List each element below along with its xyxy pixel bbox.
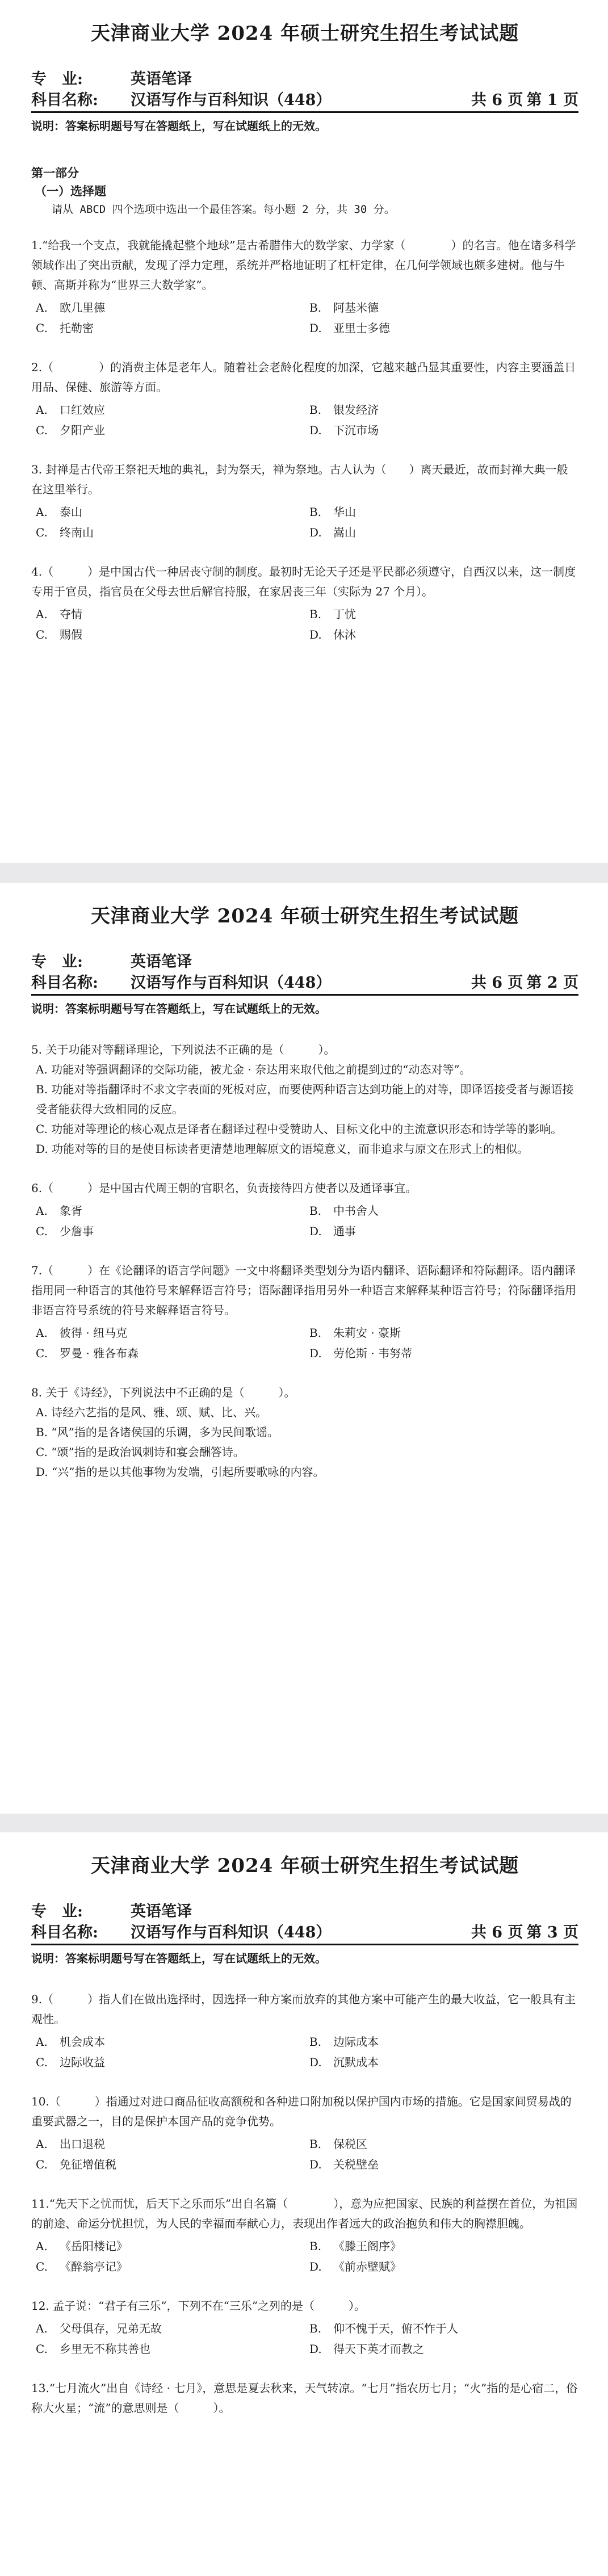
option: B. “风”指的是各诸侯国的乐调，多为民间歌谣。 (36, 1425, 279, 1439)
option (31, 400, 305, 420)
option (31, 2256, 305, 2277)
option-letter: D. (309, 1346, 322, 1360)
option (305, 400, 578, 420)
option (305, 2339, 578, 2359)
question (31, 2194, 578, 2277)
option-letter: A. (36, 301, 48, 314)
total-pages: 共 6 页 (471, 1924, 523, 1941)
option-letter: B. (309, 301, 322, 314)
option (31, 1221, 305, 1241)
option-list (31, 297, 578, 338)
option (31, 2318, 305, 2339)
option (31, 2032, 305, 2052)
option (305, 318, 578, 338)
question (31, 236, 578, 338)
option (305, 1221, 578, 1241)
question-stem: 1.“给我一个支点，我就能撬起整个地球”是古希腊伟大的数学家、力学家（ ）的名言。他在诸多科学领域作出了突出贡献，发现了浮力定理，系统并严格地证明了杠杆定律，在几何学领域也颇多建树。他与牛顿、高斯并称为“世界三大数学家”。 (31, 238, 576, 292)
option-text: 罗曼 · 雅各布森 (60, 1346, 139, 1360)
exam-page-1 (0, 0, 608, 863)
option (31, 502, 305, 522)
option-text: 乡里无不称其善也 (60, 2342, 150, 2356)
option-letter: A. (36, 403, 48, 417)
option-letter: C. (36, 2158, 48, 2171)
option: D. 功能对等的目的是使目标读者更清楚地理解原文的语境意义，而非追求与原文在形式上的相似。 (36, 1142, 529, 1156)
option-text: 沉默成本 (333, 2055, 379, 2069)
option-text: 《醉翁亭记》 (60, 2260, 128, 2273)
option-list (31, 400, 578, 440)
option (305, 2318, 578, 2339)
option-letter: A. (36, 2035, 48, 2049)
option (31, 2052, 305, 2072)
option (305, 297, 578, 318)
option-letter: C. (36, 2055, 48, 2069)
option-list (31, 2236, 578, 2277)
major-label: 专 业: (31, 953, 83, 971)
option-text: 通事 (333, 1224, 356, 1238)
option-text: 《岳阳楼记》 (60, 2239, 128, 2253)
question-stem: 2.（ ）的消费主体是老年人。随着社会老龄化程度的加深，它越来越凸显其重要性，内容主要涵盖日用品、保健、旅游等方面。 (31, 360, 576, 394)
question (31, 2378, 578, 2418)
option-text: 《前赤壁赋》 (333, 2260, 401, 2273)
option-text: 朱莉安 · 豪斯 (333, 1326, 401, 1340)
option (31, 1323, 305, 1343)
option-letter: A. (36, 2137, 48, 2151)
subject-row (31, 1922, 578, 1945)
major-row (31, 952, 578, 972)
exam-title: 天津商业大学 2024 年硕士研究生招生考试试题 (90, 22, 519, 45)
major-row (31, 69, 578, 90)
option (305, 1323, 578, 1343)
option (305, 1343, 578, 1363)
option-letter: B. (309, 403, 322, 417)
option-letter: A. (36, 1204, 48, 1218)
section-title: （一）选择题 (35, 184, 106, 198)
subject-value: 汉语写作与百科知识（448） (131, 91, 332, 109)
option-text: 保税区 (333, 2137, 367, 2151)
option-letter: B. (309, 1204, 322, 1218)
option-list (31, 502, 578, 543)
option (31, 1201, 305, 1221)
question-stem: 6.（ ）是中国古代周王朝的官职名，负责接待四方使者以及通译事宜。 (31, 1181, 417, 1195)
option-text: 《滕王阁序》 (333, 2239, 401, 2253)
option-letter: A. (36, 2239, 48, 2253)
major-row (31, 1902, 578, 1922)
exam-title: 天津商业大学 2024 年硕士研究生招生考试试题 (90, 905, 519, 928)
question (31, 1261, 578, 1363)
option-letter: A. (36, 607, 48, 621)
question-stem: 13.“七月流火”出自《诗经 · 七月》，意思是夏去秋来，天气转凉。“七月”指农历七月；“火”指的是心宿二，俗称大火星；“流”的意思则是（ ）。 (31, 2381, 578, 2415)
option (31, 2339, 305, 2359)
subject-label: 科目名称: (31, 91, 98, 109)
answer-note: 说明：答案标明题号写在答题纸上，写在试题纸上的无效。 (31, 119, 326, 133)
exam-page-2 (0, 883, 608, 1814)
question-stem: 10.（ ）指通过对进口商品征收高额税和各种进口附加税以保护国内市场的措施。它是国家间贸易战的重要武器之一，目的是保护本国产品的竞争优势。 (31, 2095, 572, 2128)
option-text: 阿基米德 (333, 301, 379, 314)
question-stem: 7.（ ）在《论翻译的语言学问题》一文中将翻译类型划分为语内翻译、语际翻译和符际翻译。语内翻译指用同一种语言的其他符号来解释语言符号；语际翻译指用另外一种语言来解释某种语言符号；符际翻译指用非语言符号系统的符号来解释语言符号。 (31, 1264, 576, 1317)
page-number: 第 3 页 (526, 1924, 578, 1941)
option (305, 604, 578, 624)
question-stem: 12. 孟子说：“君子有三乐”，下列不在“三乐”之列的是（ ）。 (31, 2299, 366, 2313)
option-text: 银发经济 (333, 403, 379, 417)
option-text: 关税壁垒 (333, 2158, 379, 2171)
question-stem: 4.（ ）是中国古代一种居丧守制的制度。最初时无论天子还是平民都必须遵守，自西汉以来，这一制度专用于官员，指官员在父母去世后解官持服，在家居丧三年（实际为 27 个月）。 (31, 565, 576, 598)
option-text: 泰山 (60, 505, 82, 519)
option-list (31, 2134, 578, 2175)
option-letter: D. (309, 2158, 322, 2171)
option (305, 624, 578, 645)
option (305, 2134, 578, 2154)
option-text: 劳伦斯 · 韦努蒂 (333, 1346, 413, 1360)
option-text: 少詹事 (60, 1224, 94, 1238)
question-stem: 8. 关于《诗经》，下列说法中不正确的是（ ）。 (31, 1386, 296, 1399)
option-text: 仰不愧于天，俯不怍于人 (333, 2322, 458, 2335)
option (305, 420, 578, 440)
answer-note: 说明：答案标明题号写在答题纸上，写在试题纸上的无效。 (31, 1952, 326, 1965)
option-text: 边际成本 (333, 2035, 379, 2049)
option-letter: A. (36, 2322, 48, 2335)
exam-title: 天津商业大学 2024 年硕士研究生招生考试试题 (90, 1855, 519, 1877)
major-label: 专 业: (31, 1903, 83, 1920)
option: A. 诗经六艺指的是风、雅、颂、赋、比、兴。 (36, 1406, 267, 1419)
subject-row (31, 90, 578, 113)
page-number: 第 2 页 (526, 974, 578, 992)
option (31, 297, 305, 318)
option-text: 中书舍人 (333, 1204, 379, 1218)
major-value: 英语笔译 (131, 1903, 192, 1920)
option-list (31, 604, 578, 645)
option-letter: D. (309, 321, 322, 335)
question (31, 562, 578, 645)
option-letter: D. (309, 2342, 322, 2356)
option-text: 出口退税 (60, 2137, 105, 2151)
option-letter: C. (36, 2260, 48, 2273)
question (31, 2296, 578, 2359)
option (305, 2052, 578, 2072)
exam-page-3 (0, 1832, 608, 2576)
option-text: 夕阳产业 (60, 423, 105, 437)
option (31, 2134, 305, 2154)
option-text: 机会成本 (60, 2035, 105, 2049)
option-letter: D. (309, 423, 322, 437)
question-stem: 3. 封禅是古代帝王祭祀天地的典礼，封为祭天，禅为祭地。古人认为（ ）离天最近，故而封禅大典一般在这里举行。 (31, 463, 568, 496)
option-text: 丁忧 (333, 607, 356, 621)
option-text: 夺情 (60, 607, 82, 621)
option-letter: B. (309, 2035, 322, 2049)
subject-label: 科目名称: (31, 1924, 98, 1941)
option: D. “兴”指的是以其他事物为发端，引起所要歌咏的内容。 (36, 1465, 325, 1479)
question (31, 1383, 578, 1482)
option (305, 2256, 578, 2277)
page-number: 第 1 页 (526, 91, 578, 109)
answer-note: 说明：答案标明题号写在答题纸上，写在试题纸上的无效。 (31, 1002, 326, 1016)
option-letter: B. (309, 2239, 322, 2253)
option-text: 父母俱存，兄弟无故 (60, 2322, 162, 2335)
option (31, 1343, 305, 1363)
option-text: 欧几里德 (60, 301, 105, 314)
option-letter: C. (36, 423, 48, 437)
option (305, 522, 578, 543)
option-text: 边际收益 (60, 2055, 105, 2069)
option-text: 得天下英才而教之 (333, 2342, 424, 2356)
option-letter: A. (36, 1326, 48, 1340)
option-letter: B. (309, 1326, 322, 1340)
option-text: 免征增值税 (60, 2158, 116, 2171)
major-value: 英语笔译 (131, 70, 192, 88)
question (31, 2092, 578, 2175)
option-letter: C. (36, 526, 48, 539)
option (31, 624, 305, 645)
option: B. 功能对等指翻译时不求文字表面的死板对应，而要使两种语言达到功能上的对等，即译语接受者与源语接受者能获得大致相同的反应。 (36, 1083, 574, 1116)
subject-label: 科目名称: (31, 974, 98, 992)
option-list (31, 2318, 578, 2359)
option-letter: D. (309, 526, 322, 539)
option-text: 彼得 · 纽马克 (60, 1326, 128, 1340)
subject-value: 汉语写作与百科知识（448） (131, 974, 332, 992)
subject-value: 汉语写作与百科知识（448） (131, 1924, 332, 1941)
major-label: 专 业: (31, 70, 83, 88)
option (305, 2032, 578, 2052)
total-pages: 共 6 页 (471, 91, 523, 109)
option-letter: D. (309, 1224, 322, 1238)
option (31, 604, 305, 624)
question (31, 460, 578, 543)
part-title: 第一部分 (31, 166, 79, 180)
option: C. “颂”指的是政治讽刺诗和宴会酬答诗。 (36, 1445, 245, 1459)
option-text: 休沐 (333, 628, 356, 641)
total-pages: 共 6 页 (471, 974, 523, 992)
option-list (31, 2032, 578, 2072)
option-text: 华山 (333, 505, 356, 519)
option-text: 亚里士多德 (333, 321, 390, 335)
option-letter: B. (309, 505, 322, 519)
question (31, 1178, 578, 1241)
option-letter: C. (36, 2342, 48, 2356)
option-text: 赐假 (60, 628, 82, 641)
option-list (31, 1323, 578, 1363)
option (31, 2154, 305, 2175)
question-stem: 5. 关于功能对等翻译理论，下列说法不正确的是（ ）。 (31, 1043, 336, 1056)
option-text: 托勒密 (60, 321, 94, 335)
option-letter: C. (36, 321, 48, 335)
question (31, 358, 578, 440)
option-text: 下沉市场 (333, 423, 379, 437)
option (31, 2236, 305, 2256)
question (31, 1040, 578, 1159)
section-instruction: 请从 ABCD 四个选项中选出一个最佳答案。每小题 2 分，共 30 分。 (52, 203, 395, 216)
question-stem: 11.“先天下之忧而忧，后天下之乐而乐”出自名篇（ ），意为应把国家、民族的利益摆在首位，为祖国的前途、命运分忧担忧，为人民的幸福而奉献心力，表现出作者远大的政治抱负和伟大的胸襟胆魄。 (31, 2197, 578, 2230)
option-list (31, 1201, 578, 1241)
option-text: 终南山 (60, 526, 94, 539)
option-letter: B. (309, 2322, 322, 2335)
option (31, 318, 305, 338)
option-letter: C. (36, 628, 48, 641)
option-text: 口红效应 (60, 403, 105, 417)
option-letter: B. (309, 2137, 322, 2151)
option-letter: B. (309, 607, 322, 621)
option (305, 1201, 578, 1221)
option-letter: A. (36, 505, 48, 519)
option-letter: D. (309, 628, 322, 641)
option-text: 象胥 (60, 1204, 82, 1218)
option-letter: D. (309, 2260, 322, 2273)
option (31, 522, 305, 543)
option-text: 嵩山 (333, 526, 356, 539)
option-letter: C. (36, 1224, 48, 1238)
option (305, 502, 578, 522)
option: A. 功能对等强调翻译的交际功能，被尤金 · 奈达用来取代他之前提到过的“动态对等”。 (36, 1063, 471, 1076)
question-stem: 9.（ ）指人们在做出选择时，因选择一种方案而放弃的其他方案中可能产生的最大收益，它一般具有主观性。 (31, 1992, 576, 2026)
option (305, 2236, 578, 2256)
option-letter: C. (36, 1346, 48, 1360)
question (31, 1990, 578, 2072)
option: C. 功能对等理论的核心观点是译者在翻译过程中受赞助人、目标文化中的主流意识形态和诗学等的影响。 (36, 1122, 563, 1136)
option (305, 2154, 578, 2175)
option (31, 420, 305, 440)
major-value: 英语笔译 (131, 953, 192, 971)
option-letter: D. (309, 2055, 322, 2069)
subject-row (31, 972, 578, 996)
